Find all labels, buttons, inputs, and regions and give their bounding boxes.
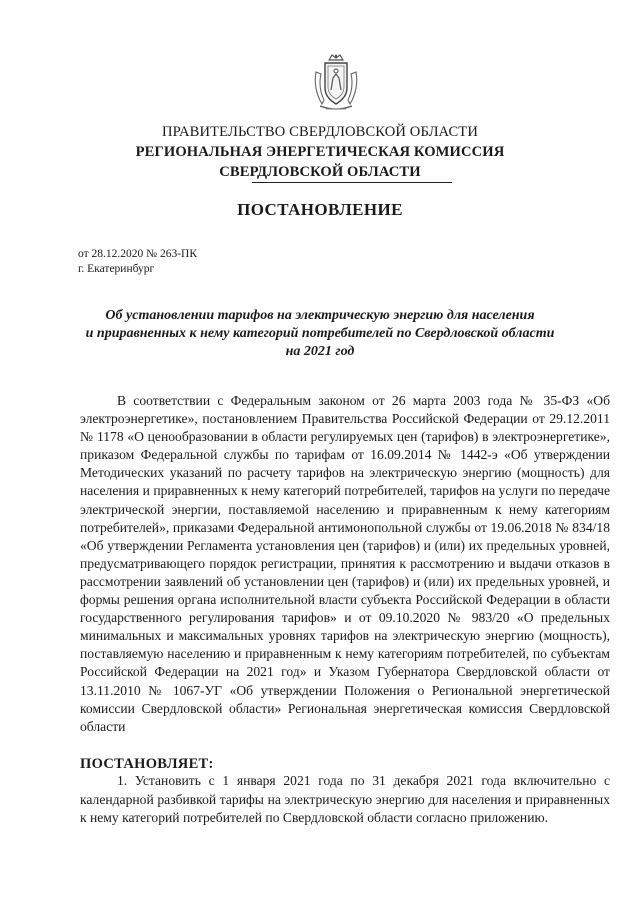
- coat-of-arms-icon: [312, 54, 360, 112]
- document-subject-line: на 2021 год: [285, 344, 355, 359]
- commission-region: СВЕРДЛОВСКОЙ ОБЛАСТИ: [219, 164, 421, 180]
- document-subject-line: и приравненных к нему категорий потребителей по Свердловской области: [85, 326, 555, 341]
- document-subject-line: Об установлении тарифов на электрическую энергию для населения: [105, 308, 535, 323]
- document-date-number: от 28.12.2020 № 263-ПК: [78, 248, 198, 260]
- decree-heading: ПОСТАНОВЛЯЕТ:: [80, 756, 214, 772]
- document-city: г. Екатеринбург: [78, 263, 155, 275]
- header-underline: [252, 182, 452, 183]
- government-name: ПРАВИТЕЛЬСТВО СВЕРДЛОВСКОЙ ОБЛАСТИ: [162, 124, 478, 140]
- preamble-paragraph: В соответствии с Федеральным законом от 26 марта 2003 года № 35-ФЗ «Об электроэнергетике», постановлением Правительства Российской Федерации от 29.12.2011 № 1178 «О ценообразовании в области регулируемых цен (тарифов) в электроэнергетике», приказом Федеральной службы по тарифам от 16.09.2014 № 1442-э «Об утверждении Методических указаний по расчету тарифов на электрическую энергию (мощность) для населения и приравненных к нему категорий потребителей, тарифов на услуги по передаче электрической энергии, поставляемой населению и приравненным к нему категориям потребителей», приказами Федеральной антимонопольной службы от 19.06.2018 № 834/18 «Об утверждении Регламента установления цен (тарифов) и (или) их предельных уровней, предусматривающего порядок регистрации, принятия к рассмотрению и выдачи отказов в рассмотрении заявлений об установлении цен (тарифов) и (или) их предельных уровней, и формы решения органа исполнительной власти субъекта Российской Федерации в области государственного регулирования тарифов» и от 09.10.2020 № 983/20 «О предельных минимальных и максимальных уровнях тарифов на электрическую энергию (мощность), поставляемую населению и приравненным к нему категориям потребителей, по субъектам Российской Федерации на 2021 год» и Указом Губернатора Свердловской области от 13.11.2010 № 1067-УГ «Об утверждении Положения о Региональной энергетической комиссии Свердловской области» Региональная энергетическая комиссия Свердловской области: [80, 393, 610, 734]
- commission-name: РЕГИОНАЛЬНАЯ ЭНЕРГЕТИЧЕСКАЯ КОМИССИЯ: [135, 144, 505, 160]
- document-type-title: ПОСТАНОВЛЕНИЕ: [237, 200, 403, 219]
- point-1-paragraph: 1. Установить с 1 января 2021 года по 31 декабря 2021 года включительно с календарной разбивкой тарифы на электрическую энергию для населения и приравненных к нему категорий потребителей по Свердловской области согласно приложению.: [80, 773, 610, 825]
